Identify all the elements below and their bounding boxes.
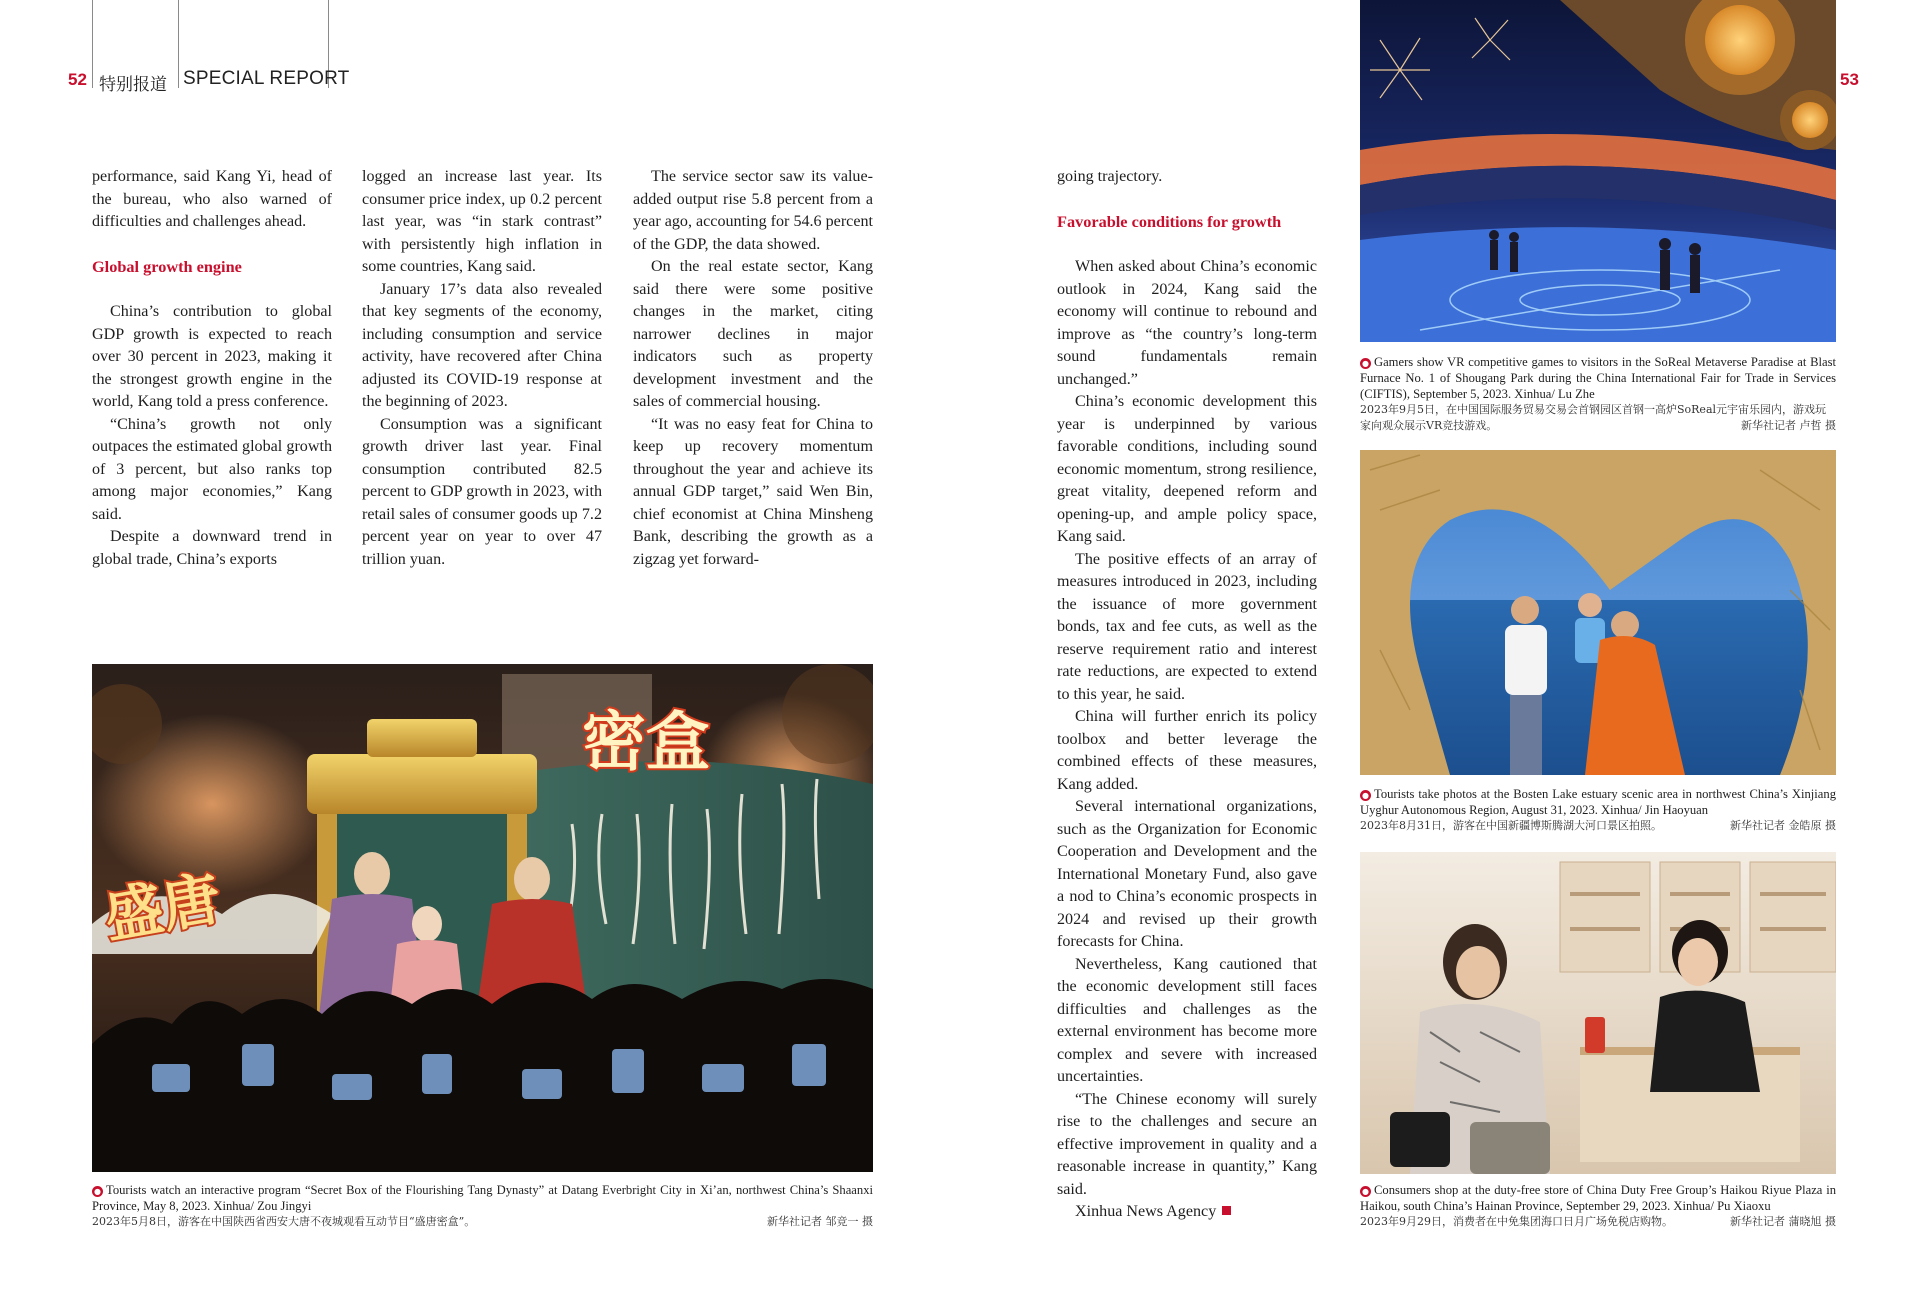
photo-vr-image	[1360, 0, 1836, 342]
paragraph: China’s economic development this year is underpinned by various favorable conditions, including sound economic momentum, strong resilience, great vitality, deepened reform and opening-up, and ample policy space, Kang said.	[1057, 393, 1317, 545]
subheading-global-growth: Global growth engine	[92, 257, 242, 276]
paragraph: January 17’s data also revealed that key segments of the economy, including consumption and service activity, have recovered after China adjusted its COVID-19 response at the beginning of 2023.	[362, 280, 602, 410]
paragraph: logged an increase last year. Its consumer price index, up 0.2 percent last year, was “in stark contrast” with persistently high inflation in some countries, Kang said.	[362, 168, 602, 275]
page-number-left: 52	[68, 70, 87, 89]
caption-tang-zh: 2023年5月8日，游客在中国陕西省西安大唐不夜城观看互动节目“盛唐密盒”。	[92, 1215, 476, 1228]
caption-vr-en	[1360, 354, 1836, 402]
sign-flourishing-tang: 盛唐	[99, 863, 226, 951]
sign-secret-box: 密盒	[582, 706, 710, 780]
paragraph: China’s contribution to global GDP growth is expected to reach over 30 percent in 2023, making it the strongest growth engine in the world, Kang told a press conference.	[92, 303, 332, 410]
caption-vr-credit: 新华社记者 卢哲 摄	[1741, 419, 1836, 432]
page-number-right: 53	[1840, 70, 1859, 89]
paragraph: Several international organizations, such as the Organization for Economic Cooperation and Development and the International Monetary Fund, also gave a nod to China’s economic prospects in 2024 and revised up their growth forecasts for China.	[1057, 798, 1317, 950]
caption-tang-zh-row	[92, 1214, 873, 1230]
caption-dutyfree-credit: 新华社记者 蒲晓旭 摄	[1730, 1215, 1836, 1228]
byline-paragraph	[1057, 1201, 1317, 1224]
camera-icon: ●	[1360, 358, 1371, 369]
header-rule-mid	[178, 0, 179, 88]
article-column-4	[1057, 166, 1317, 1224]
byline: Xinhua News Agency	[1075, 1203, 1217, 1220]
paragraph: going trajectory.	[1057, 168, 1163, 185]
caption-bosten-en	[1360, 786, 1836, 818]
camera-icon: ●	[1360, 790, 1371, 801]
paragraph: The service sector saw its value-added output rise 5.8 percent from a year ago, accounting for 54.6 percent of the GDP, the data showed.	[633, 168, 873, 253]
article-column-2	[362, 166, 602, 571]
caption-tang	[92, 1182, 873, 1230]
paragraph: Despite a downward trend in global trade, China’s exports	[92, 528, 332, 568]
caption-bosten-zh: 2023年8月31日，游客在中国新疆博斯腾湖大河口景区拍照。	[1360, 819, 1662, 832]
section-title-en: SPECIAL REPORT	[183, 68, 350, 89]
caption-tang-credit: 新华社记者 邹竞一 摄	[767, 1215, 873, 1228]
paragraph: The positive effects of an array of measures introduced in 2023, including the issuance of more government bonds, tax and fee cuts, as well as the reserve requirement ratio and interest rate reductions, are expected to extend to this year, he said.	[1057, 550, 1317, 703]
caption-tang-en	[92, 1182, 873, 1214]
header-rule-left	[92, 0, 93, 88]
caption-dutyfree	[1360, 1182, 1836, 1230]
caption-dutyfree-text: Consumers shop at the duty-free store of China Duty Free Group’s Haikou Riyue Plaza in Haikou, south China’s Hainan Province, September 29, 2023. Xinhua/ Pu Xiaoxu	[1360, 1183, 1836, 1213]
paragraph: “It was no easy feat for China to keep up recovery momentum throughout the year and achieve its annual GDP target,” said Wen Bin, chief economist at China Minsheng Bank, describing the growth as a zigzag yet forward-	[633, 415, 873, 568]
end-mark-icon	[1222, 1206, 1231, 1215]
photo-tang-dynasty-show	[92, 664, 873, 1172]
paragraph: When asked about China’s economic outlook in 2024, Kang said the economy will continue to rebound and improve as “the country’s long-term sound fundamentals remain unchanged.”	[1057, 258, 1317, 388]
camera-icon: ●	[1360, 1186, 1371, 1197]
paragraph: On the real estate sector, Kang said there were some positive changes in the market, citing narrower declines in major indicators such as property development investment and the sales of commercial housing.	[633, 258, 873, 410]
caption-vr-text: Gamers show VR competitive games to visitors in the SoReal Metaverse Paradise at Blast Furnace No. 1 of Shougang Park during the China International Fair for Trade in Services (CIFTIS), September 5, 2023. Xinhua/ Lu Zhe	[1360, 355, 1836, 401]
photo-bosten-lake	[1360, 450, 1836, 775]
camera-icon: ●	[92, 1186, 103, 1197]
paragraph: “China’s growth not only outpaces the estimated global growth of 3 percent, but also ranks top among major economies,” Kang said.	[92, 415, 332, 523]
caption-bosten-text: Tourists take photos at the Bosten Lake estuary scenic area in northwest China’s Xinjiang Uyghur Autonomous Region, August 31, 2023. Xinhua/ Jin Haoyuan	[1360, 787, 1836, 817]
subheading-favorable-conditions: Favorable conditions for growth	[1057, 212, 1282, 231]
caption-vr-zh-row	[1360, 402, 1836, 434]
photo-vr-metaverse	[1360, 0, 1836, 342]
caption-bosten-credit: 新华社记者 金皓原 摄	[1730, 819, 1836, 832]
caption-vr	[1360, 354, 1836, 434]
caption-bosten	[1360, 786, 1836, 834]
paragraph: “The Chinese economy will surely rise to the challenges and secure an effective improvement in quality and a reasonable increase in quantity,” Kang said.	[1057, 1090, 1317, 1198]
photo-duty-free-image	[1360, 852, 1836, 1174]
caption-bosten-zh-row	[1360, 818, 1836, 834]
paragraph: Consumption was a significant growth driver last year. Final consumption contributed 82.5 percent to GDP growth in 2023, with retail sales of consumer goods up 7.2 percent year on year to over 47 trillion yuan.	[362, 415, 602, 568]
caption-dutyfree-zh-row	[1360, 1214, 1836, 1230]
caption-dutyfree-zh: 2023年9月29日，消费者在中免集团海口日月广场免税店购物。	[1360, 1215, 1673, 1228]
section-title-zh: 特别报道	[99, 75, 167, 95]
photo-tang-dynasty-image	[92, 664, 873, 1172]
article-column-3	[633, 166, 873, 571]
article-column-1	[92, 166, 332, 571]
paragraph: China will further enrich its policy toolbox and better leverage the combined effects of these measures, Kang added.	[1057, 708, 1317, 793]
caption-tang-text: Tourists watch an interactive program “Secret Box of the Flourishing Tang Dynasty” at Datang Everbright City in Xi’an, northwest China’s Shaanxi Province, May 8, 2023. Xinhua/ Zou Jingyi	[92, 1183, 873, 1213]
paragraph: Nevertheless, Kang cautioned that the economic development still faces difficulties and challenges as the external environment has become more complex and severe with increased uncertainties.	[1057, 955, 1317, 1085]
caption-dutyfree-en	[1360, 1182, 1836, 1214]
paragraph: performance, said Kang Yi, head of the bureau, who also warned of difficulties and challenges ahead.	[92, 168, 332, 230]
photo-duty-free	[1360, 852, 1836, 1174]
photo-bosten-image	[1360, 450, 1836, 775]
caption-vr-zh: 2023年9月5日，在中国国际服务贸易交易会首钢园区首钢一高炉SoReal元宇宙乐园内，游戏玩家向观众展示VR竞技游戏。	[1360, 403, 1827, 432]
